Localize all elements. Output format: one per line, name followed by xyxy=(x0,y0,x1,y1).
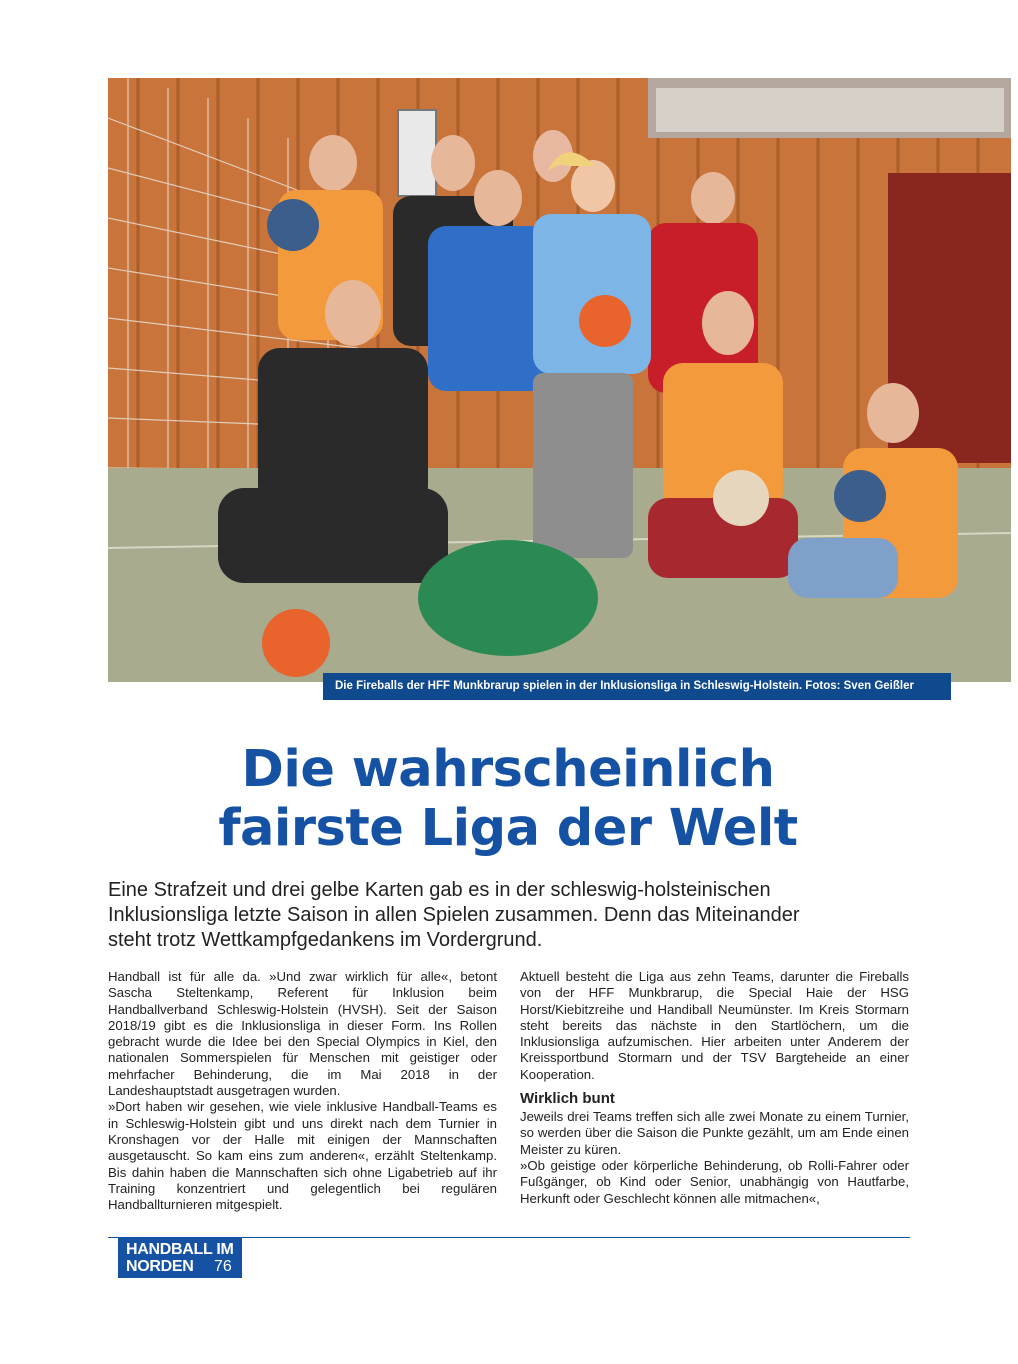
body-paragraph: »Dort haben wir gesehen, wie viele inklusive Handball-Teams es in Schleswig-Holstein gibt und uns direkt nach dem Turnier in Kronshagen vor der Halle mit einigen der Mannschaften ausgetauscht. So kam eins zum anderen«, erzählt Steltenkamp. Bis dahin haben die Mannschaften sich ohne Ligabetrieb auf ihr Training konzentriert und gelegentlich bei regulären Handballturnieren mitgespielt. xyxy=(108,1099,497,1213)
subheading: Wirklich bunt xyxy=(520,1090,615,1108)
lead-line-3: steht trotz Wettkampfgedankens im Vordergrund. xyxy=(108,929,543,951)
body-paragraph: Aktuell besteht die Liga aus zehn Teams, darunter die Fireballs von der HFF Munkbrarup, die Special Haie der HSG Horst/Kiebitzreihe und Handiball Neumünster. Im Kreis Stormarn steht bereits das nächste in den Startlöchern, um die Inklusionsliga aufzumischen. Hier arbeiten unter Anderem der Kreissportbund Stormarn und der TSV Bargteheide an einer Kooperation. xyxy=(520,969,909,1082)
article-lead xyxy=(108,878,908,953)
team-photo-icon xyxy=(108,78,1011,682)
body-paragraph: Handball ist für alle da. »Und zwar wirklich für alle«, betont Sascha Steltenkamp, Referent für Inklusion beim Handballverband Schleswig-Holstein (HVSH). Seit der Saison 2018/19 gibt es die Inklusionsliga in dieser Form. Ins Rollen gebracht wurde die Idee bei den Special Olympics in Kiel, den nationalen Sommerspielen für Menschen mit geistiger oder mehrfacher Behinderung, die im Mai 2018 in der Landeshauptstadt ausgetragen wurden. xyxy=(108,969,497,1099)
magazine-logo xyxy=(108,1238,242,1278)
lead-line-1: Eine Strafzeit und drei gelbe Karten gab es in der schleswig-holsteinischen xyxy=(108,879,771,901)
page-number: 76 xyxy=(214,1258,232,1275)
logo-line-1: HANDBALL IM xyxy=(126,1241,234,1258)
article-column-right xyxy=(520,969,909,1207)
body-paragraph: Jeweils drei Teams treffen sich alle zwei Monate zu einem Turnier, so werden über die Saison die Punkte gezählt, um am Ende einen Meister zu küren. xyxy=(520,1109,909,1157)
logo-stripe xyxy=(108,1238,118,1278)
photo-caption: Die Fireballs der HFF Munkbrarup spielen in der Inklusionsliga in Schleswig-Holstein. Fotos: Sven Geißler xyxy=(323,673,951,700)
lead-line-2: Inklusionsliga letzte Saison in allen Spielen zusammen. Denn das Miteinander xyxy=(108,904,800,926)
logo-line-2: NORDEN xyxy=(126,1258,194,1275)
article-headline xyxy=(108,740,908,858)
headline-line-1: Die wahrscheinlich xyxy=(241,740,775,799)
body-paragraph: »Ob geistige oder körperliche Behinderung, ob Rolli-Fahrer oder Fußgänger, ob Kind oder Senior, unabhängig von Hautfarbe, Herkunft oder Geschlecht können alle mitmachen«, xyxy=(520,1157,909,1206)
article-column-left xyxy=(108,969,497,1213)
headline-line-2: fairste Liga der Welt xyxy=(218,799,798,858)
team-photo xyxy=(108,78,1011,682)
